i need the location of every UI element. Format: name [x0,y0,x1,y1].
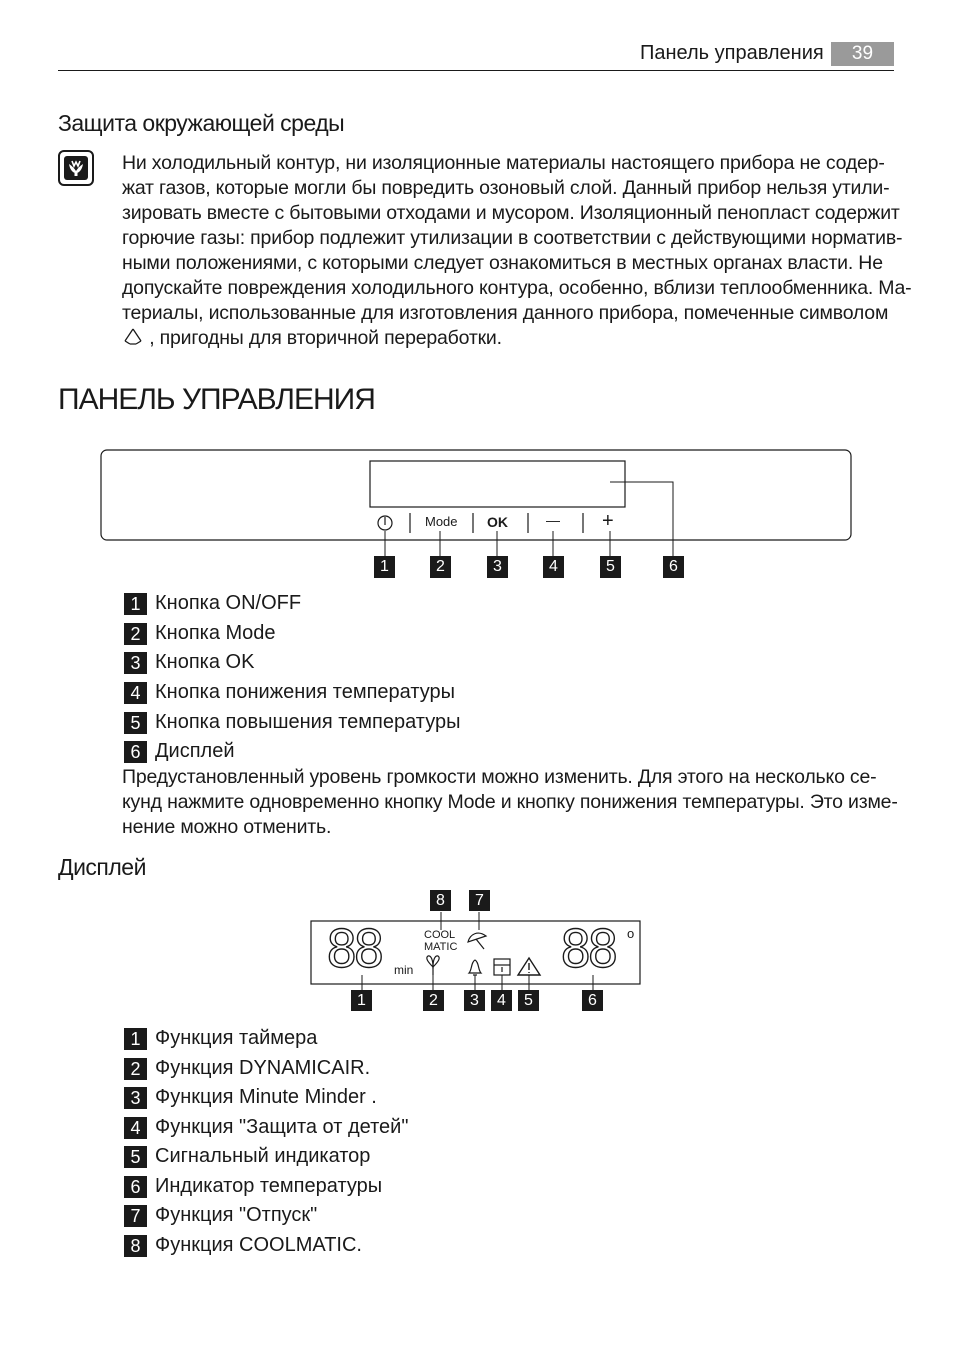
list-item: 6 Дисплей [124,740,235,764]
panel-display-window [370,461,625,507]
panel-callout: 5 [600,556,621,578]
plus-button[interactable]: + [602,510,614,532]
degree-symbol: o [627,926,635,941]
bell-icon [469,960,481,975]
list-item: 4 Кнопка понижения температуры [124,681,455,705]
list-item: 5 Сигнальный индикатор [124,1145,370,1169]
display-callout: 3 [464,990,485,1011]
environment-line: Ни холодильный контур, ни изоляционные материалы настоящего прибора не содер- [122,152,885,174]
panel-callout: 2 [430,556,451,578]
environment-icon [58,150,94,186]
environment-line: териалы, использованные для изготовления данного прибора, помеченные символом [122,302,889,324]
header-section-title: Панель управления [640,42,824,64]
on-off-button[interactable] [374,513,396,535]
volume-note-line: нение можно отменить. [122,816,332,838]
list-item: 2 Функция DYNAMICAIR. [124,1057,370,1081]
environment-line: ными положениями, с которыми следует ознакомиться в местных органах власти. Не [122,252,883,274]
environment-text [122,151,911,351]
environment-line: горючие газы: прибор подлежит утилизации в соответствии с действующими норматив- [122,227,903,249]
volume-note-line: Предустановленный уровень громкости можно изменить. Для этого на несколько се- [122,766,877,788]
display-legend [124,1027,824,1267]
environment-last-line-text: , пригодны для вторичной переработки. [149,327,502,349]
list-item: 8 Функция COOLMATIC. [124,1234,362,1258]
volume-note-line: кунд нажмите одновременно кнопку Mode и кнопку понижения температуры. Это изме- [122,791,898,813]
display-callout: 5 [518,990,539,1011]
list-item: 1 Кнопка ON/OFF [124,592,301,616]
panel-callout: 4 [543,556,564,578]
header-divider [58,70,894,71]
page-number: 39 [831,42,894,66]
display-callout: 2 [423,990,444,1011]
coolmatic-label: COOL MATIC [424,929,458,953]
list-item: 3 Функция Minute Minder . [124,1086,377,1110]
panel-callout: 1 [374,556,395,578]
display-callout: 8 [430,890,451,911]
list-item: 7 Функция "Отпуск" [124,1204,317,1228]
list-item: 4 Функция "Защита от детей" [124,1116,408,1140]
list-item: 2 Кнопка Mode [124,622,276,646]
environment-line: допускайте повреждения холодильного контура, особенно, вблизи теплообменника. Ма- [122,277,912,299]
minus-button[interactable]: — [546,512,560,528]
environment-heading: Защита окружающей среды [58,110,345,136]
panel-callout: 3 [487,556,508,578]
fan-icon [427,956,439,975]
panel-callout: 6 [663,556,684,578]
alarm-icon [518,958,540,975]
control-panel-heading: ПАНЕЛЬ УПРАВЛЕНИЯ [58,383,375,416]
umbrella-icon [468,933,486,949]
mode-button[interactable]: Mode [425,514,458,529]
display-callout: 4 [491,990,512,1011]
child-lock-icon [494,959,510,975]
list-item: 3 Кнопка OK [124,651,254,675]
display-heading: Дисплей [58,854,146,880]
list-item: 6 Индикатор температуры [124,1175,382,1199]
display-callout: 7 [469,890,490,911]
environment-last-line [122,326,911,351]
volume-note [122,765,898,840]
timer-digits: 88 [326,920,381,980]
display-leader-line [610,482,673,556]
list-item: 1 Функция таймера [124,1027,317,1051]
temperature-digits: 88 [560,920,615,980]
control-panel-legend [124,592,824,772]
display-callout: 1 [351,990,372,1011]
ok-button[interactable]: OK [487,514,508,530]
environment-line: жат газов, которые могли бы повредить озоновый слой. Данный прибор нельзя утили- [122,177,890,199]
min-label: min [394,963,414,977]
recycle-icon [122,327,144,347]
environment-line: зировать вместе с бытовыми отходами и мусором. Изоляционный пенопласт содержит [122,202,900,224]
display-callout: 6 [582,990,603,1011]
panel-outline [101,450,851,540]
list-item: 5 Кнопка повышения температуры [124,711,460,735]
